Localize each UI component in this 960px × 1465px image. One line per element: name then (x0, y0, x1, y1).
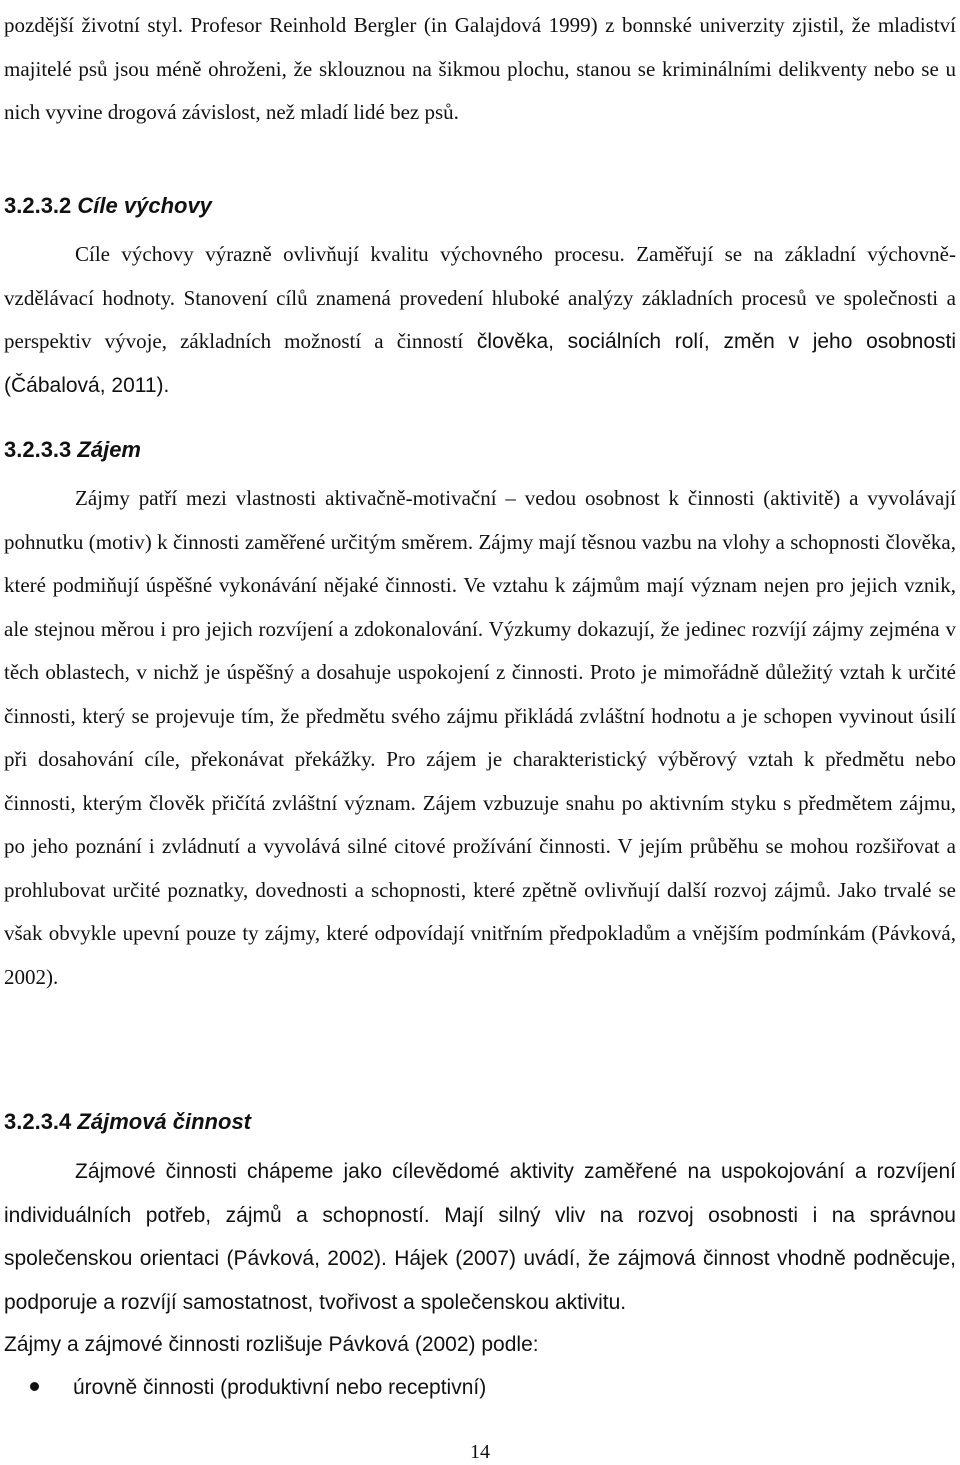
list-item (30, 1373, 486, 1403)
list-intro (4, 1323, 956, 1367)
cile-vychovy-paragraph (4, 233, 956, 407)
intro-paragraph-text: pozdější životní styl. Profesor Reinhold Bergler (in Galajdová 1999) z bonnské univerzity zjistil, že mladiství majitelé psů jsou méně ohroženi, že sklouznou na šikmou plochu, stanou se kriminálními delikventy nebo se u nich vyvine drogová závislost, než mladí lidé bez psů. (4, 13, 956, 124)
section-title: Cíle výchovy (77, 193, 212, 218)
section-number: 3.2.3.3 (4, 437, 72, 462)
cile-vychovy-text-end: člověka, sociálních rolí, změn v jeho osobnosti (Čábalová, 2011). (4, 330, 957, 397)
section-number: 3.2.3.2 (4, 193, 72, 218)
section-heading-zajem (4, 436, 141, 464)
bullet-icon (30, 1382, 39, 1391)
section-heading-cile-vychovy (4, 192, 212, 220)
zajem-paragraph (4, 477, 956, 999)
section-number: 3.2.3.4 (4, 1109, 72, 1134)
section-title: Zájem (77, 437, 141, 462)
page-number: 14 (470, 1441, 490, 1463)
zajmova-cinnost-paragraph (4, 1150, 956, 1324)
list-item-text: úrovně činnosti (produktivní nebo receptivní) (73, 1376, 487, 1399)
section-heading-zajmova-cinnost (4, 1108, 251, 1136)
section-title: Zájmová činnost (77, 1109, 251, 1134)
list-intro-text: Zájmy a zájmové činnosti rozlišuje Pávková (2002) podle: (4, 1333, 539, 1356)
intro-paragraph (4, 4, 956, 135)
zajem-text: Zájmy patří mezi vlastnosti aktivačně-motivační – vedou osobnost k činnosti (aktivitě) a vyvolávají pohnutku (motiv) k činnosti zaměřené určitým směrem. Zájmy mají těsnou vazbu na vlohy a schopnosti člověka, které podmiňují úspěšné vykonávání nějaké činnosti. Ve vztahu k zájmům mají význam nejen pro jejich vznik, ale stejnou měrou i pro jejich rozvíjení a zdokonalování. Výzkumy dokazují, že jedinec rozvíjí zájmy zejména v těch oblastech, v nichž je úspěšný a dosahuje uspokojení z činnosti. Proto je mimořádně důležitý vztah k určité činnosti, který se projevuje tím, že předmětu svého zájmu přikládá zvláštní hodnotu a je schopen vyvinout úsilí při dosahování cíle, překonávat překážky. Pro zájem je charakteristický výběrový vztah k předmětu nebo činnosti, kterým člověk přičítá zvláštní význam. Zájem vzbuzuje snahu po aktivním styku s předmětem zájmu, po jeho poznání i zvládnutí a vyvolává silné citové prožívání činnosti. V jejím průběhu se mohou rozšiřovat a prohlubovat určité poznatky, dovednosti a schopnosti, které zpětně ovlivňují další rozvoj zájmů. Jako trvalé se však obvykle upevní pouze ty zájmy, které odpovídají vnitřním předpokladům a vnějším podmínkám (Pávková, 2002). (4, 486, 956, 989)
zajmova-cinnost-text: Zájmové činnosti chápeme jako cílevědomé aktivity zaměřené na uspokojování a rozvíjení individuálních potřeb, zájmů a schopností. Mají silný vliv na rozvoj osobnosti i na správnou společenskou orientaci (Pávková, 2002). Hájek (2007) uvádí, že zájmová činnost vhodně podněcuje, podporuje a rozvíjí samostatnost, tvořivost a společenskou aktivitu. (4, 1160, 956, 1314)
cile-vychovy-text: Cíle výchovy výrazně ovlivňují kvalitu výchovného procesu. Zaměřují se na základní výchovně-vzdělávací hodnoty. Stanovení cílů znamená provedení hluboké analýzy základních procesů ve společnosti a perspektiv vývoje, základních možností a činností (4, 242, 956, 353)
